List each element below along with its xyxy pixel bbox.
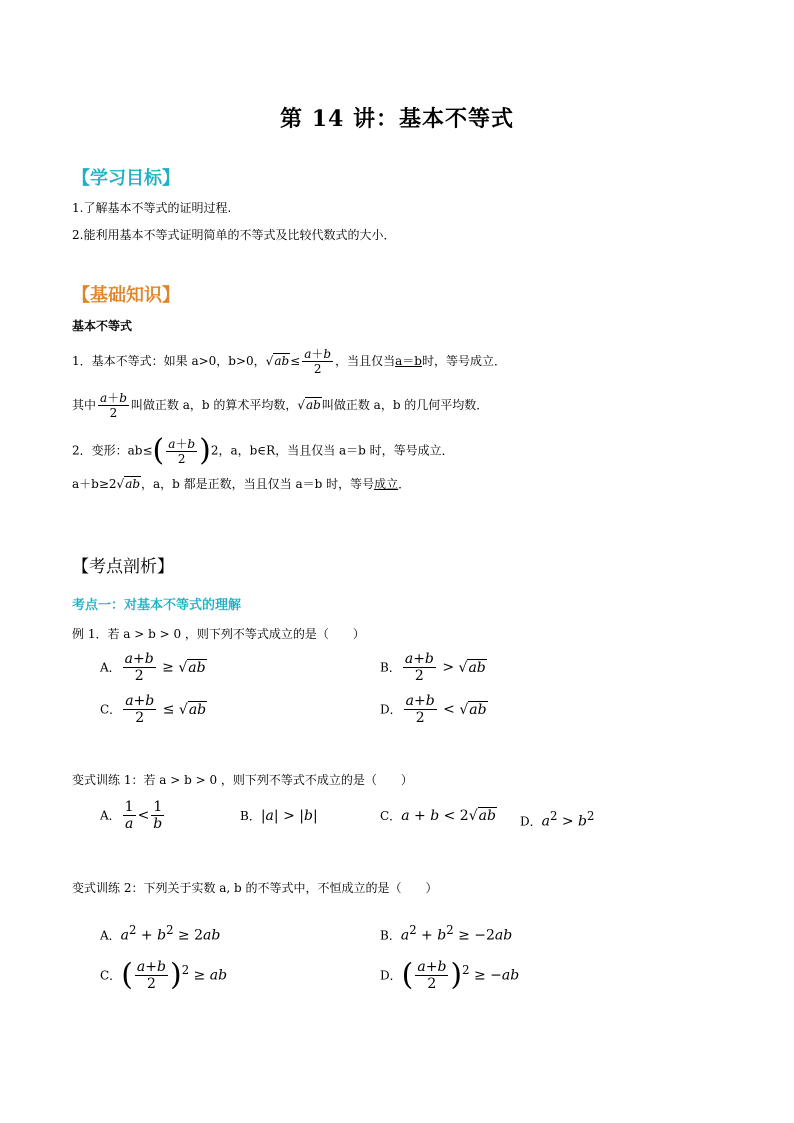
l2-prefix: 其中 bbox=[72, 398, 97, 412]
var2-option-c[interactable]: C．( $\frac{a+b}{2}$ )$^2$ ≥ ab bbox=[100, 957, 228, 993]
ex1-option-a[interactable]: A． $\frac{a+b}{2}$ ≥ √ab bbox=[100, 651, 206, 684]
variant-2-stem: 变式训练 2：下列关于实数 a, b 的不等式中，不恒成立的是（ ） bbox=[72, 881, 438, 895]
basic-inequality-line-4 bbox=[72, 474, 410, 494]
example-1-stem: 例 1．若 a > b > 0 ，则下列不等式成立的是（ ） bbox=[72, 627, 365, 641]
l2-tail: 叫做正数 a，b 的几何平均数． bbox=[321, 398, 489, 412]
l1-cond: a>0，b>0， bbox=[191, 354, 266, 368]
objectives-heading: 【学习目标】 bbox=[72, 168, 180, 189]
frac-a-plus-b-over-2: $\frac{a+b}{2}$ bbox=[304, 347, 332, 376]
l1-tail: 时，等号成立． bbox=[421, 354, 506, 368]
frac-in-paren: $\frac{a+b}{2}$ bbox=[168, 436, 196, 466]
l2-mid: 叫做正数 a，b 的算术平均数， bbox=[130, 398, 298, 412]
ex1-option-d[interactable]: D． $\frac{a+b}{2}$ < √ab bbox=[380, 693, 487, 726]
l1-prefix: 1．基本不等式：如果 bbox=[72, 354, 192, 368]
var1-option-b[interactable]: B．|a| > |b| bbox=[240, 808, 318, 824]
l3-prefix: 2．变形：ab≤ bbox=[72, 443, 153, 458]
l4-underlined: 成立 bbox=[374, 477, 399, 491]
l1-suffix: ，当且仅当 bbox=[335, 354, 396, 368]
l1-eq: a＝b bbox=[395, 354, 422, 368]
basic-inequality-line-1: 1．基本不等式：如果 a>0，b>0，√ab≤ $\frac{a+b}{2}$ ，当且仅当a＝b时，等号成立． bbox=[72, 347, 506, 376]
var2-option-b[interactable]: B．$a^2 + b^2 \ge -2ab$ bbox=[380, 923, 513, 944]
l4-end: ． bbox=[398, 477, 411, 491]
l3-tail: 2，a，b∈R，当且仅当 a＝b 时，等号成立． bbox=[210, 443, 454, 458]
sqrt-ab: √ab bbox=[265, 354, 290, 368]
sqrt-ab-3: √ab bbox=[116, 477, 141, 491]
l4-tail: ，a，b 都是正数，当且仅当 a＝b 时，等号 bbox=[141, 477, 375, 491]
var1-option-d[interactable]: D．$a^2 > b^2$ bbox=[520, 809, 595, 830]
basics-heading: 【基础知识】 bbox=[72, 285, 180, 306]
point-1-heading: 考点一：对基本不等式的理解 bbox=[72, 598, 242, 613]
var1-option-a[interactable]: A． $\frac{1}{a}$ < $\frac{1}{b}$ bbox=[100, 799, 163, 832]
objective-1: 1.了解基本不等式的证明过程. bbox=[72, 201, 232, 215]
var2-option-a[interactable]: A．$a^2 + b^2 \ge 2ab$ bbox=[100, 923, 221, 944]
ex1-option-c[interactable]: C． $\frac{a+b}{2}$ ≤ √ab bbox=[100, 693, 207, 726]
objective-2: 2.能利用基本不等式证明简单的不等式及比较代数式的大小． bbox=[72, 228, 396, 242]
sqrt-ab-2: √ab bbox=[297, 398, 321, 412]
variant-1-stem: 变式训练 1：若 a > b > 0 ，则下列不等式不成立的是（ ） bbox=[72, 773, 413, 787]
basics-subheading: 基本不等式 bbox=[72, 319, 133, 333]
page-title: 第 14 讲：基本不等式 bbox=[280, 106, 514, 132]
analysis-heading: 【考点剖析】 bbox=[72, 557, 174, 577]
basic-inequality-line-3: 2．变形：ab≤( $\frac{a+b}{2}$ )2，a，b∈R，当且仅当 a＝b 时，等号成立． bbox=[72, 433, 454, 468]
var2-option-d[interactable]: D．( $\frac{a+b}{2}$ )$^2$ ≥ −ab bbox=[380, 957, 520, 993]
l4-prefix: a＋b≥2 bbox=[72, 477, 117, 491]
frac-arith-mean: $\frac{a+b}{2}$ bbox=[100, 391, 127, 420]
var1-option-c[interactable]: C．a + b < 2√ab bbox=[380, 808, 496, 824]
basic-inequality-line-2 bbox=[72, 392, 488, 419]
ex1-option-b[interactable]: B． $\frac{a+b}{2}$ > √ab bbox=[380, 651, 486, 684]
